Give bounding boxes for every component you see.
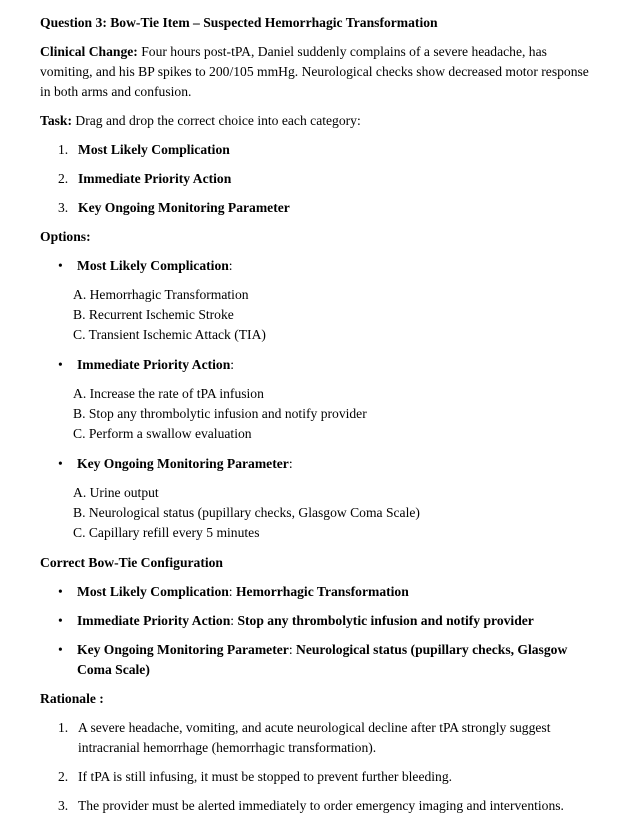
- clinical-change-label: Clinical Change:: [40, 44, 138, 59]
- task-text: Drag and drop the correct choice into each category:: [72, 113, 361, 128]
- correct-item: [40, 611, 593, 631]
- option-choices: [73, 384, 593, 444]
- correct-value: Stop any thrombolytic infusion and notify provider: [237, 613, 534, 628]
- question-title: Question 3: Bow-Tie Item – Suspected Hemorrhagic Transformation: [40, 15, 438, 30]
- category-label: Key Ongoing Monitoring Parameter: [78, 200, 290, 215]
- rationale-number: 3.: [58, 798, 69, 813]
- bullet-icon: •: [58, 642, 63, 657]
- rationale-heading: Rationale :: [40, 691, 104, 706]
- option-choice[interactable]: B. Stop any thrombolytic infusion and notify provider: [73, 406, 367, 421]
- option-choice[interactable]: C. Perform a swallow evaluation: [73, 426, 252, 441]
- option-choices: [73, 483, 593, 543]
- option-group-label: Key Ongoing Monitoring Parameter: [77, 456, 289, 471]
- option-group-monitoring: [40, 454, 593, 543]
- options-heading: Options:: [40, 229, 91, 244]
- option-choice[interactable]: A. Hemorrhagic Transformation: [73, 287, 249, 302]
- rationale-number: 2.: [58, 769, 69, 784]
- option-choices: [73, 285, 593, 345]
- correct-colon: :: [228, 584, 236, 599]
- options-list: [40, 256, 593, 543]
- rationale-item: [40, 767, 593, 787]
- bullet-icon: •: [58, 357, 63, 372]
- option-group-header: [40, 256, 593, 276]
- category-label: Most Likely Complication: [78, 142, 230, 157]
- correct-item: [40, 582, 593, 602]
- bullet-icon: •: [58, 584, 63, 599]
- rationale-number: 1.: [58, 720, 69, 735]
- correct-value: Hemorrhagic Transformation: [235, 584, 409, 599]
- category-item: [40, 198, 593, 218]
- category-number: 3.: [58, 200, 69, 215]
- correct-item: [40, 640, 593, 680]
- rationale-item: [40, 718, 593, 758]
- correct-label: Most Likely Complication: [77, 584, 229, 599]
- correct-value: Neurological status (pupillary checks, Glasgow Coma Scale): [77, 642, 568, 677]
- category-number: 2.: [58, 171, 69, 186]
- bullet-icon: •: [58, 258, 63, 273]
- bullet-icon: •: [58, 456, 63, 471]
- category-number: 1.: [58, 142, 69, 157]
- correct-configuration-list: [40, 582, 593, 680]
- rationale-text: If tPA is still infusing, it must be stopped to prevent further bleeding.: [78, 769, 453, 784]
- bullet-icon: •: [58, 613, 63, 628]
- option-group-label: Immediate Priority Action: [77, 357, 231, 372]
- category-label: Immediate Priority Action: [78, 171, 232, 186]
- category-item: [40, 140, 593, 160]
- option-choice[interactable]: B. Neurological status (pupillary checks, Glasgow Coma Scale): [73, 505, 420, 520]
- correct-colon: :: [288, 642, 296, 657]
- rationale-text: The provider must be alerted immediately to order emergency imaging and interventions.: [78, 798, 564, 813]
- task-paragraph: [40, 111, 593, 131]
- option-group-complication: [40, 256, 593, 345]
- option-group-colon: :: [288, 456, 293, 471]
- option-group-priority-action: [40, 355, 593, 444]
- clinical-change-paragraph: [40, 42, 593, 102]
- option-choice[interactable]: A. Urine output: [73, 485, 159, 500]
- option-choice[interactable]: A. Increase the rate of tPA infusion: [73, 386, 264, 401]
- rationale-list: [40, 718, 593, 816]
- rationale-item: [40, 796, 593, 816]
- task-label: Task:: [40, 113, 72, 128]
- option-group-colon: :: [230, 357, 235, 372]
- category-list: [40, 140, 593, 218]
- clinical-change-text: Four hours post-tPA, Daniel suddenly complains of a severe headache, has vomiting, and his BP spikes to 200/105 mmHg. Neurological checks show decreased motor response in both arms and confusion.: [40, 44, 589, 99]
- option-group-colon: :: [228, 258, 233, 273]
- option-choice[interactable]: C. Transient Ischemic Attack (TIA): [73, 327, 266, 342]
- correct-colon: :: [230, 613, 238, 628]
- correct-label: Immediate Priority Action: [77, 613, 231, 628]
- correct-configuration-heading: Correct Bow-Tie Configuration: [40, 555, 223, 570]
- correct-label: Key Ongoing Monitoring Parameter: [77, 642, 289, 657]
- rationale-text: A severe headache, vomiting, and acute neurological decline after tPA strongly suggest intracranial hemorrhage (hemorrhagic transformation).: [78, 720, 551, 755]
- option-choice[interactable]: B. Recurrent Ischemic Stroke: [73, 307, 234, 322]
- option-group-label: Most Likely Complication: [77, 258, 229, 273]
- category-item: [40, 169, 593, 189]
- option-choice[interactable]: C. Capillary refill every 5 minutes: [73, 525, 260, 540]
- option-group-header: [40, 355, 593, 375]
- option-group-header: [40, 454, 593, 474]
